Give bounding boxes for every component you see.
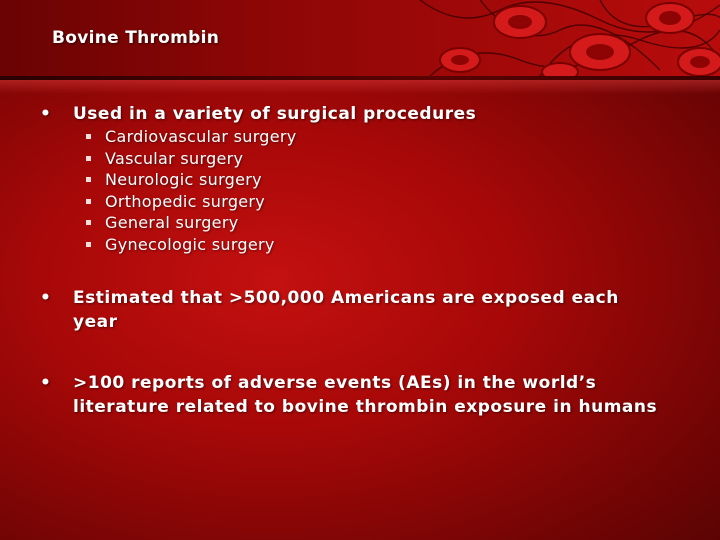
subitem-text: Cardiovascular surgery (105, 127, 297, 146)
square-bullet-icon (86, 156, 91, 161)
subitem-vascular (86, 148, 243, 170)
subitem-general (86, 212, 238, 234)
square-bullet-icon (86, 177, 91, 182)
subitem-orthopedic (86, 191, 265, 213)
square-bullet-icon (86, 242, 91, 247)
bullet-icon: • (40, 373, 52, 393)
bullet-text: Used in a variety of surgical procedures (73, 104, 477, 124)
bullet-adverse-events (40, 371, 680, 419)
bullet-text: >100 reports of adverse events (AEs) in the world’s literature related to bovine thrombin exposure in humans (73, 373, 658, 417)
bullet-icon: • (40, 104, 52, 124)
slide-title: Bovine Thrombin (52, 28, 220, 48)
bullet-text: Estimated that >500,000 Americans are exposed each year (73, 288, 619, 332)
square-bullet-icon (86, 134, 91, 139)
subitem-text: Gynecologic surgery (105, 234, 275, 254)
subitem-text: Vascular surgery (105, 148, 244, 168)
subitem-text: Orthopedic surgery (105, 191, 266, 211)
subitem-cardiovascular (86, 126, 297, 148)
bullet-surgical-procedures (40, 102, 476, 126)
subitem-gynecologic (86, 234, 275, 256)
square-bullet-icon (86, 199, 91, 204)
subitem-neurologic (86, 169, 262, 191)
subitem-text: Neurologic surgery (105, 170, 262, 189)
bullet-icon: • (40, 288, 52, 308)
bullet-americans-exposed (40, 286, 635, 334)
subitem-text: General surgery (105, 213, 239, 232)
square-bullet-icon (86, 220, 91, 225)
